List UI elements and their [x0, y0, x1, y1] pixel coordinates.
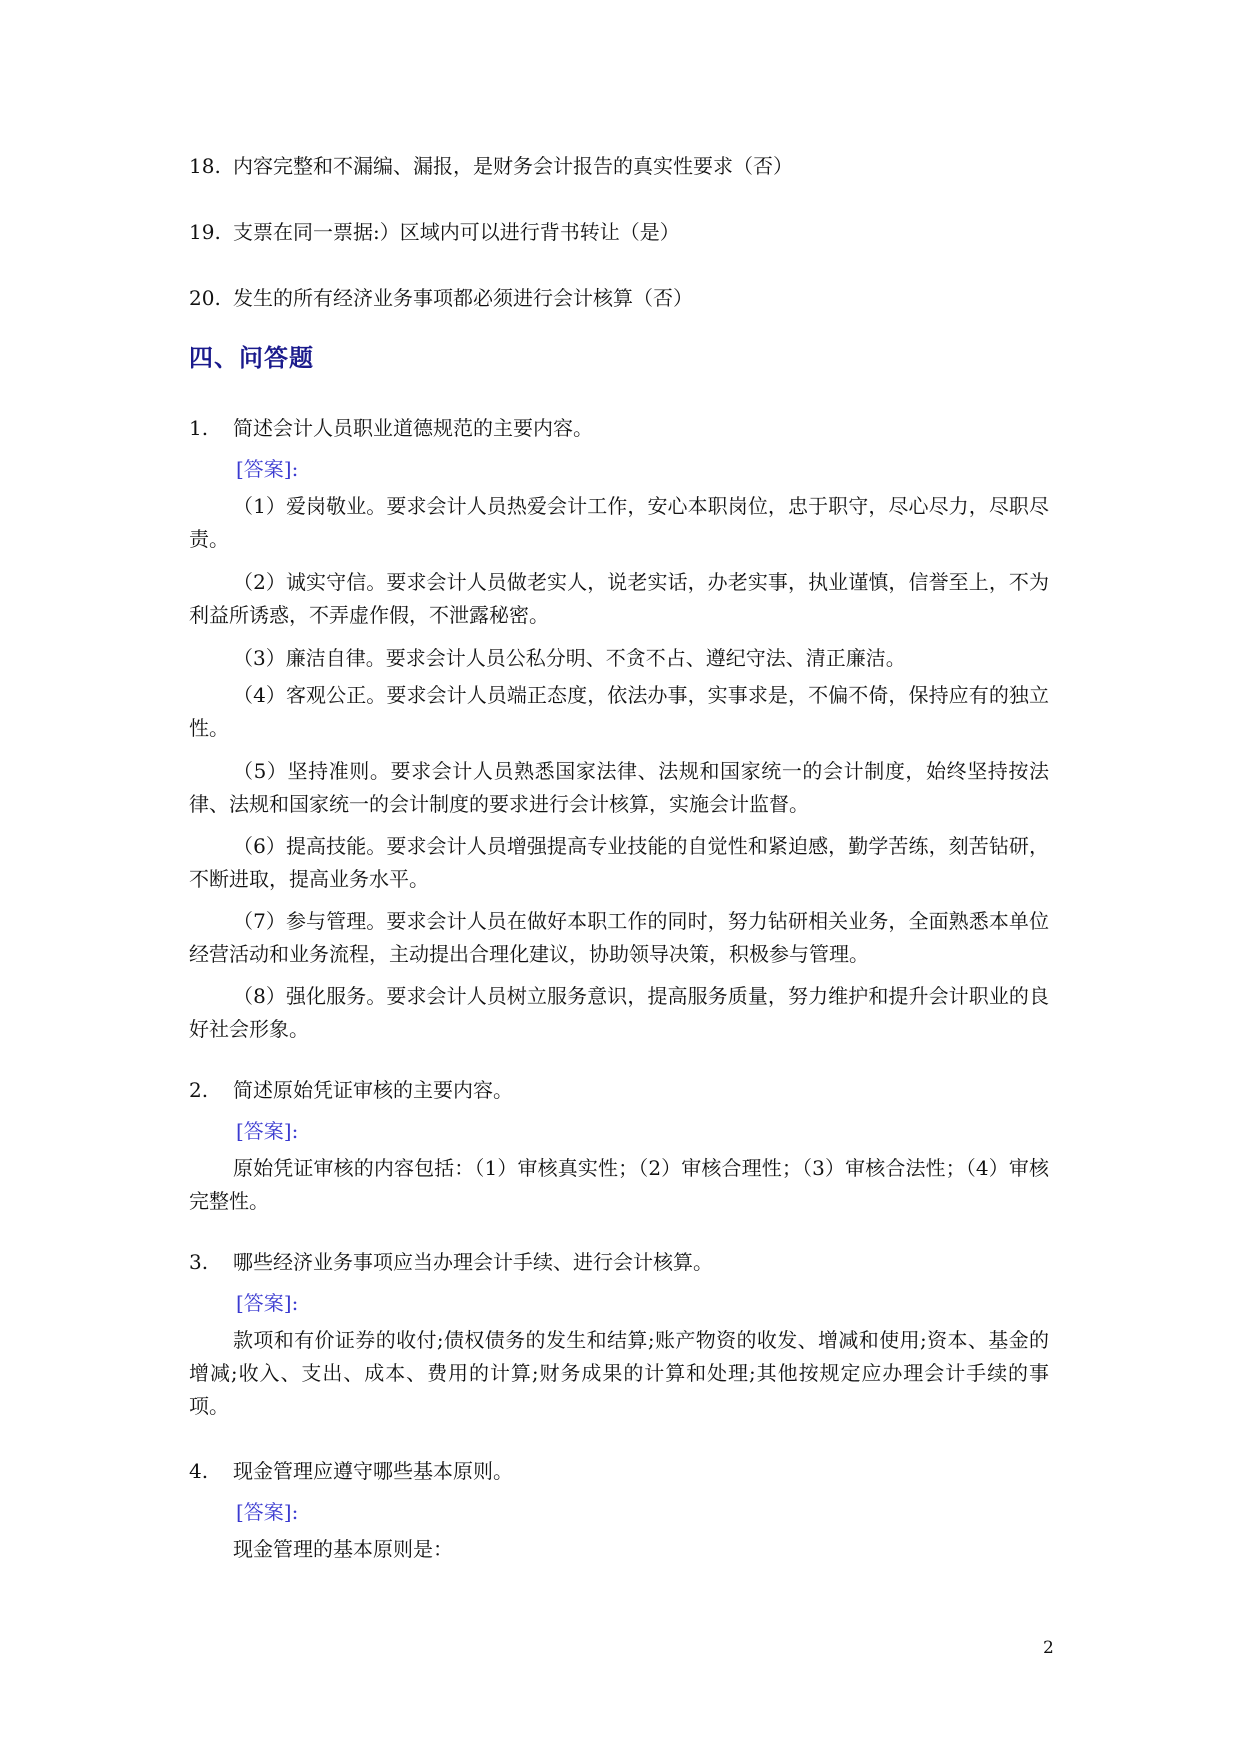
answer-paragraph: 款项和有价证券的收付;债权债务的发生和结算;账产物资的收发、增减和使用;资本、基金的增减;收入、支出、成本、费用的计算;财务成果的计算和处理;其他按规定应办理会计手续的事项。	[189, 1328, 1049, 1418]
answer-paragraph: （5）坚持准则。要求会计人员熟悉国家法律、法规和国家统一的会计制度，始终坚持按法律、法规和国家统一的会计制度的要求进行会计核算，实施会计监督。	[189, 759, 1049, 816]
question-number: 4.	[189, 1459, 209, 1483]
question-text: 哪些经济业务事项应当办理会计手续、进行会计核算。	[233, 1250, 713, 1274]
question-number: 2.	[189, 1078, 209, 1102]
tf-item-20	[189, 284, 693, 312]
question-text: 现金管理应遵守哪些基本原则。	[233, 1459, 513, 1483]
question-1	[189, 414, 593, 442]
answer-paragraph: 原始凭证审核的内容包括：（1）审核真实性；（2）审核合理性；（3）审核合法性；（4）审核完整性。	[189, 1156, 1049, 1213]
question-text: 简述会计人员职业道德规范的主要内容。	[233, 416, 593, 440]
answer-paragraph: （6）提高技能。要求会计人员增强提高专业技能的自觉性和紧迫感，勤学苦练，刻苦钻研，不断进取，提高业务水平。	[189, 834, 1049, 891]
question-number: 1.	[189, 416, 209, 440]
answer-paragraph: （1）爱岗敬业。要求会计人员热爱会计工作，安心本职岗位，忠于职守，尽心尽力，尽职尽责。	[189, 494, 1049, 551]
answer-label: [答案]:	[236, 1291, 299, 1315]
answer-paragraph: （2）诚实守信。要求会计人员做老实人，说老实话，办老实事，执业谨慎，信誉至上，不为利益所诱惑，不弄虚作假，不泄露秘密。	[189, 570, 1049, 627]
question-number: 3.	[189, 1250, 209, 1274]
tf-item-number: 20.	[189, 286, 221, 310]
tf-item-number: 18.	[189, 154, 221, 178]
answer-label: [答案]:	[236, 1119, 299, 1143]
answer-paragraph: （4）客观公正。要求会计人员端正态度，依法办事，实事求是，不偏不倚，保持应有的独立性。	[189, 683, 1049, 740]
question-4	[189, 1457, 513, 1485]
answer-paragraph: （3）廉洁自律。要求会计人员公私分明、不贪不占、遵纪守法、清正廉洁。	[233, 646, 906, 670]
tf-item-text: 内容完整和不漏编、漏报，是财务会计报告的真实性要求（否）	[233, 154, 793, 178]
question-2	[189, 1076, 513, 1104]
tf-item-number: 19.	[189, 220, 221, 244]
tf-item-text: 发生的所有经济业务事项都必须进行会计核算（否）	[233, 286, 693, 310]
section-title: 四、问答题	[189, 343, 314, 372]
tf-item-18	[189, 152, 793, 180]
tf-item-19	[189, 218, 680, 246]
answer-paragraph: （8）强化服务。要求会计人员树立服务意识，提高服务质量，努力维护和提升会计职业的良好社会形象。	[189, 984, 1049, 1041]
question-3	[189, 1248, 713, 1276]
page-number: 2	[1043, 1638, 1054, 1658]
answer-paragraph: （7）参与管理。要求会计人员在做好本职工作的同时，努力钻研相关业务，全面熟悉本单位经营活动和业务流程，主动提出合理化建议，协助领导决策，积极参与管理。	[189, 909, 1049, 966]
answer-paragraph: 现金管理的基本原则是：	[233, 1537, 453, 1561]
tf-item-text: 支票在同一票据:）区域内可以进行背书转让（是）	[233, 220, 680, 244]
answer-label: [答案]:	[236, 1500, 299, 1524]
question-text: 简述原始凭证审核的主要内容。	[233, 1078, 513, 1102]
answer-label: [答案]:	[236, 457, 299, 481]
